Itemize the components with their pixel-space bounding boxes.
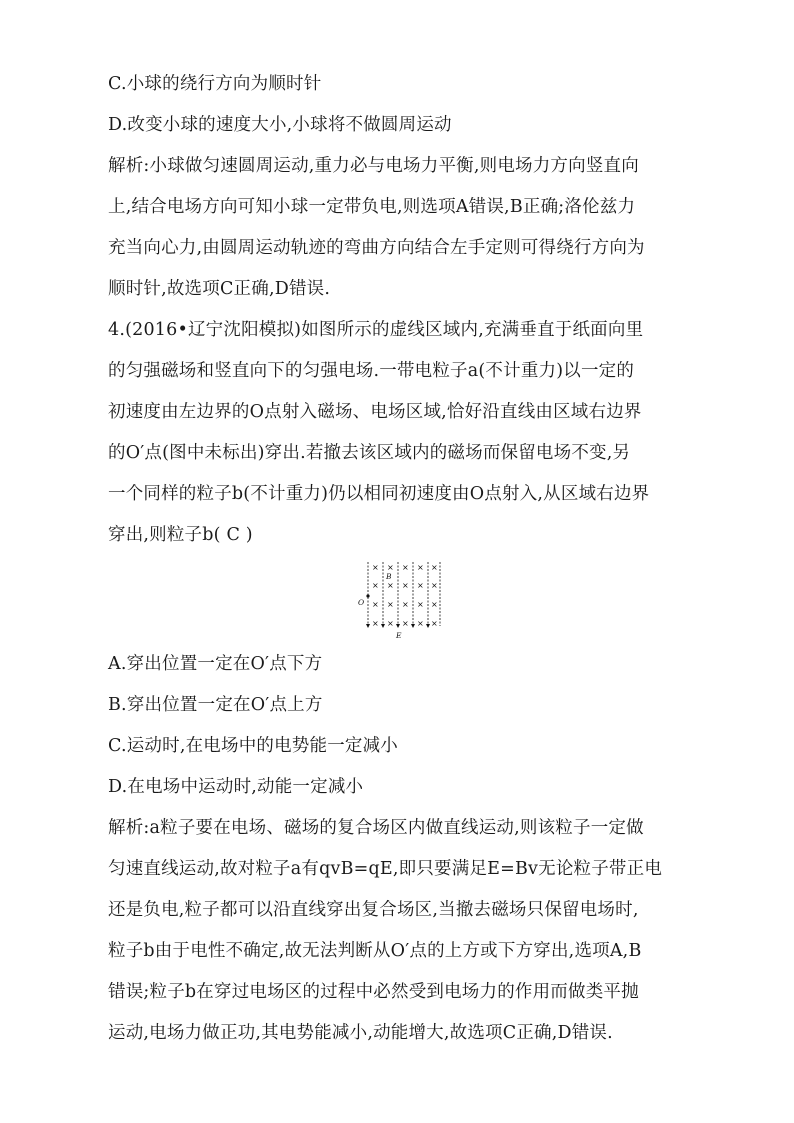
svg-text:×: × — [431, 619, 438, 628]
svg-text:×: × — [402, 581, 409, 590]
svg-text:×: × — [417, 563, 424, 572]
svg-text:×: × — [417, 581, 424, 590]
q4-option-a: A.穿出位置一定在O′点下方 — [108, 654, 323, 674]
svg-text:×: × — [372, 619, 379, 628]
label-o: O — [358, 598, 365, 607]
q3-analysis-line: 解析:小球做匀速圆周运动,重力必与电场力平衡,则电场力方向竖直向 — [108, 156, 639, 176]
field-region-figure — [352, 558, 444, 642]
svg-text:×: × — [387, 600, 394, 609]
svg-text:×: × — [417, 600, 424, 609]
q4-option-d: D.在电场中运动时,动能一定减小 — [108, 777, 364, 797]
q4-stem-line: 初速度由左边界的O点射入磁场、电场区域,恰好沿直线由区域右边界 — [108, 402, 642, 422]
q4-option-b: B.穿出位置一定在O′点上方 — [108, 695, 323, 715]
q4-stem-line: 穿出,则粒子b( C ) — [108, 525, 253, 545]
svg-text:×: × — [387, 619, 394, 628]
point-o-marker — [366, 594, 369, 597]
svg-text:×: × — [372, 581, 379, 590]
q4-analysis-line: 错误;粒子b在穿过电场区的过程中必然受到电场力的作用而做类平抛 — [108, 982, 639, 1002]
q4-option-c: C.运动时,在电场中的电势能一定减小 — [108, 736, 398, 756]
q4-stem-line: 的O′点(图中未标出)穿出.若撤去该区域内的磁场而保留电场不变,另 — [108, 443, 631, 463]
svg-text:×: × — [372, 600, 379, 609]
q4-analysis-line: 还是负电,粒子都可以沿直线穿出复合场区,当撤去磁场只保留电场时, — [108, 900, 639, 920]
q4-analysis-line: 解析:a粒子要在电场、磁场的复合场区内做直线运动,则该粒子一定做 — [108, 818, 644, 838]
q3-analysis-line: 充当向心力,由圆周运动轨迹的弯曲方向结合左手定则可得绕行方向为 — [108, 238, 645, 258]
svg-text:×: × — [402, 600, 409, 609]
svg-text:×: × — [402, 619, 409, 628]
svg-text:×: × — [387, 563, 394, 572]
q4-stem-line: 4.(2016•辽宁沈阳模拟)如图所示的虚线区域内,充满垂直于纸面向里 — [108, 320, 644, 340]
q4-analysis-line: 粒子b由于电性不确定,故无法判断从O′点的上方或下方穿出,选项A,B — [108, 941, 642, 961]
svg-text:×: × — [402, 563, 409, 572]
svg-text:×: × — [387, 581, 394, 590]
q4-stem-line: 一个同样的粒子b(不计重力)仍以相同初速度由O点射入,从区域右边界 — [108, 484, 650, 504]
svg-text:×: × — [372, 563, 379, 572]
svg-text:×: × — [417, 619, 424, 628]
q4-analysis-line: 运动,电场力做正功,其电势能减小,动能增大,故选项C正确,D错误. — [108, 1023, 613, 1043]
svg-text:×: × — [431, 581, 438, 590]
q4-stem-line: 的匀强磁场和竖直向下的匀强电场.一带电粒子a(不计重力)以一定的 — [108, 361, 635, 381]
q3-option-c: C.小球的绕行方向为顺时针 — [108, 74, 322, 94]
label-b: B — [386, 572, 392, 581]
label-e: E — [396, 631, 402, 640]
q3-analysis-line: 上,结合电场方向可知小球一定带负电,则选项A错误,B正确;洛伦兹力 — [108, 197, 636, 217]
svg-text:×: × — [431, 600, 438, 609]
q3-analysis-line: 顺时针,故选项C正确,D错误. — [108, 279, 331, 299]
q4-analysis-line: 匀速直线运动,故对粒子a有qvB=qE,即只要满足E=Bv无论粒子带正电 — [108, 859, 663, 879]
svg-text:×: × — [431, 563, 438, 572]
q3-option-d: D.改变小球的速度大小,小球将不做圆周运动 — [108, 115, 452, 135]
